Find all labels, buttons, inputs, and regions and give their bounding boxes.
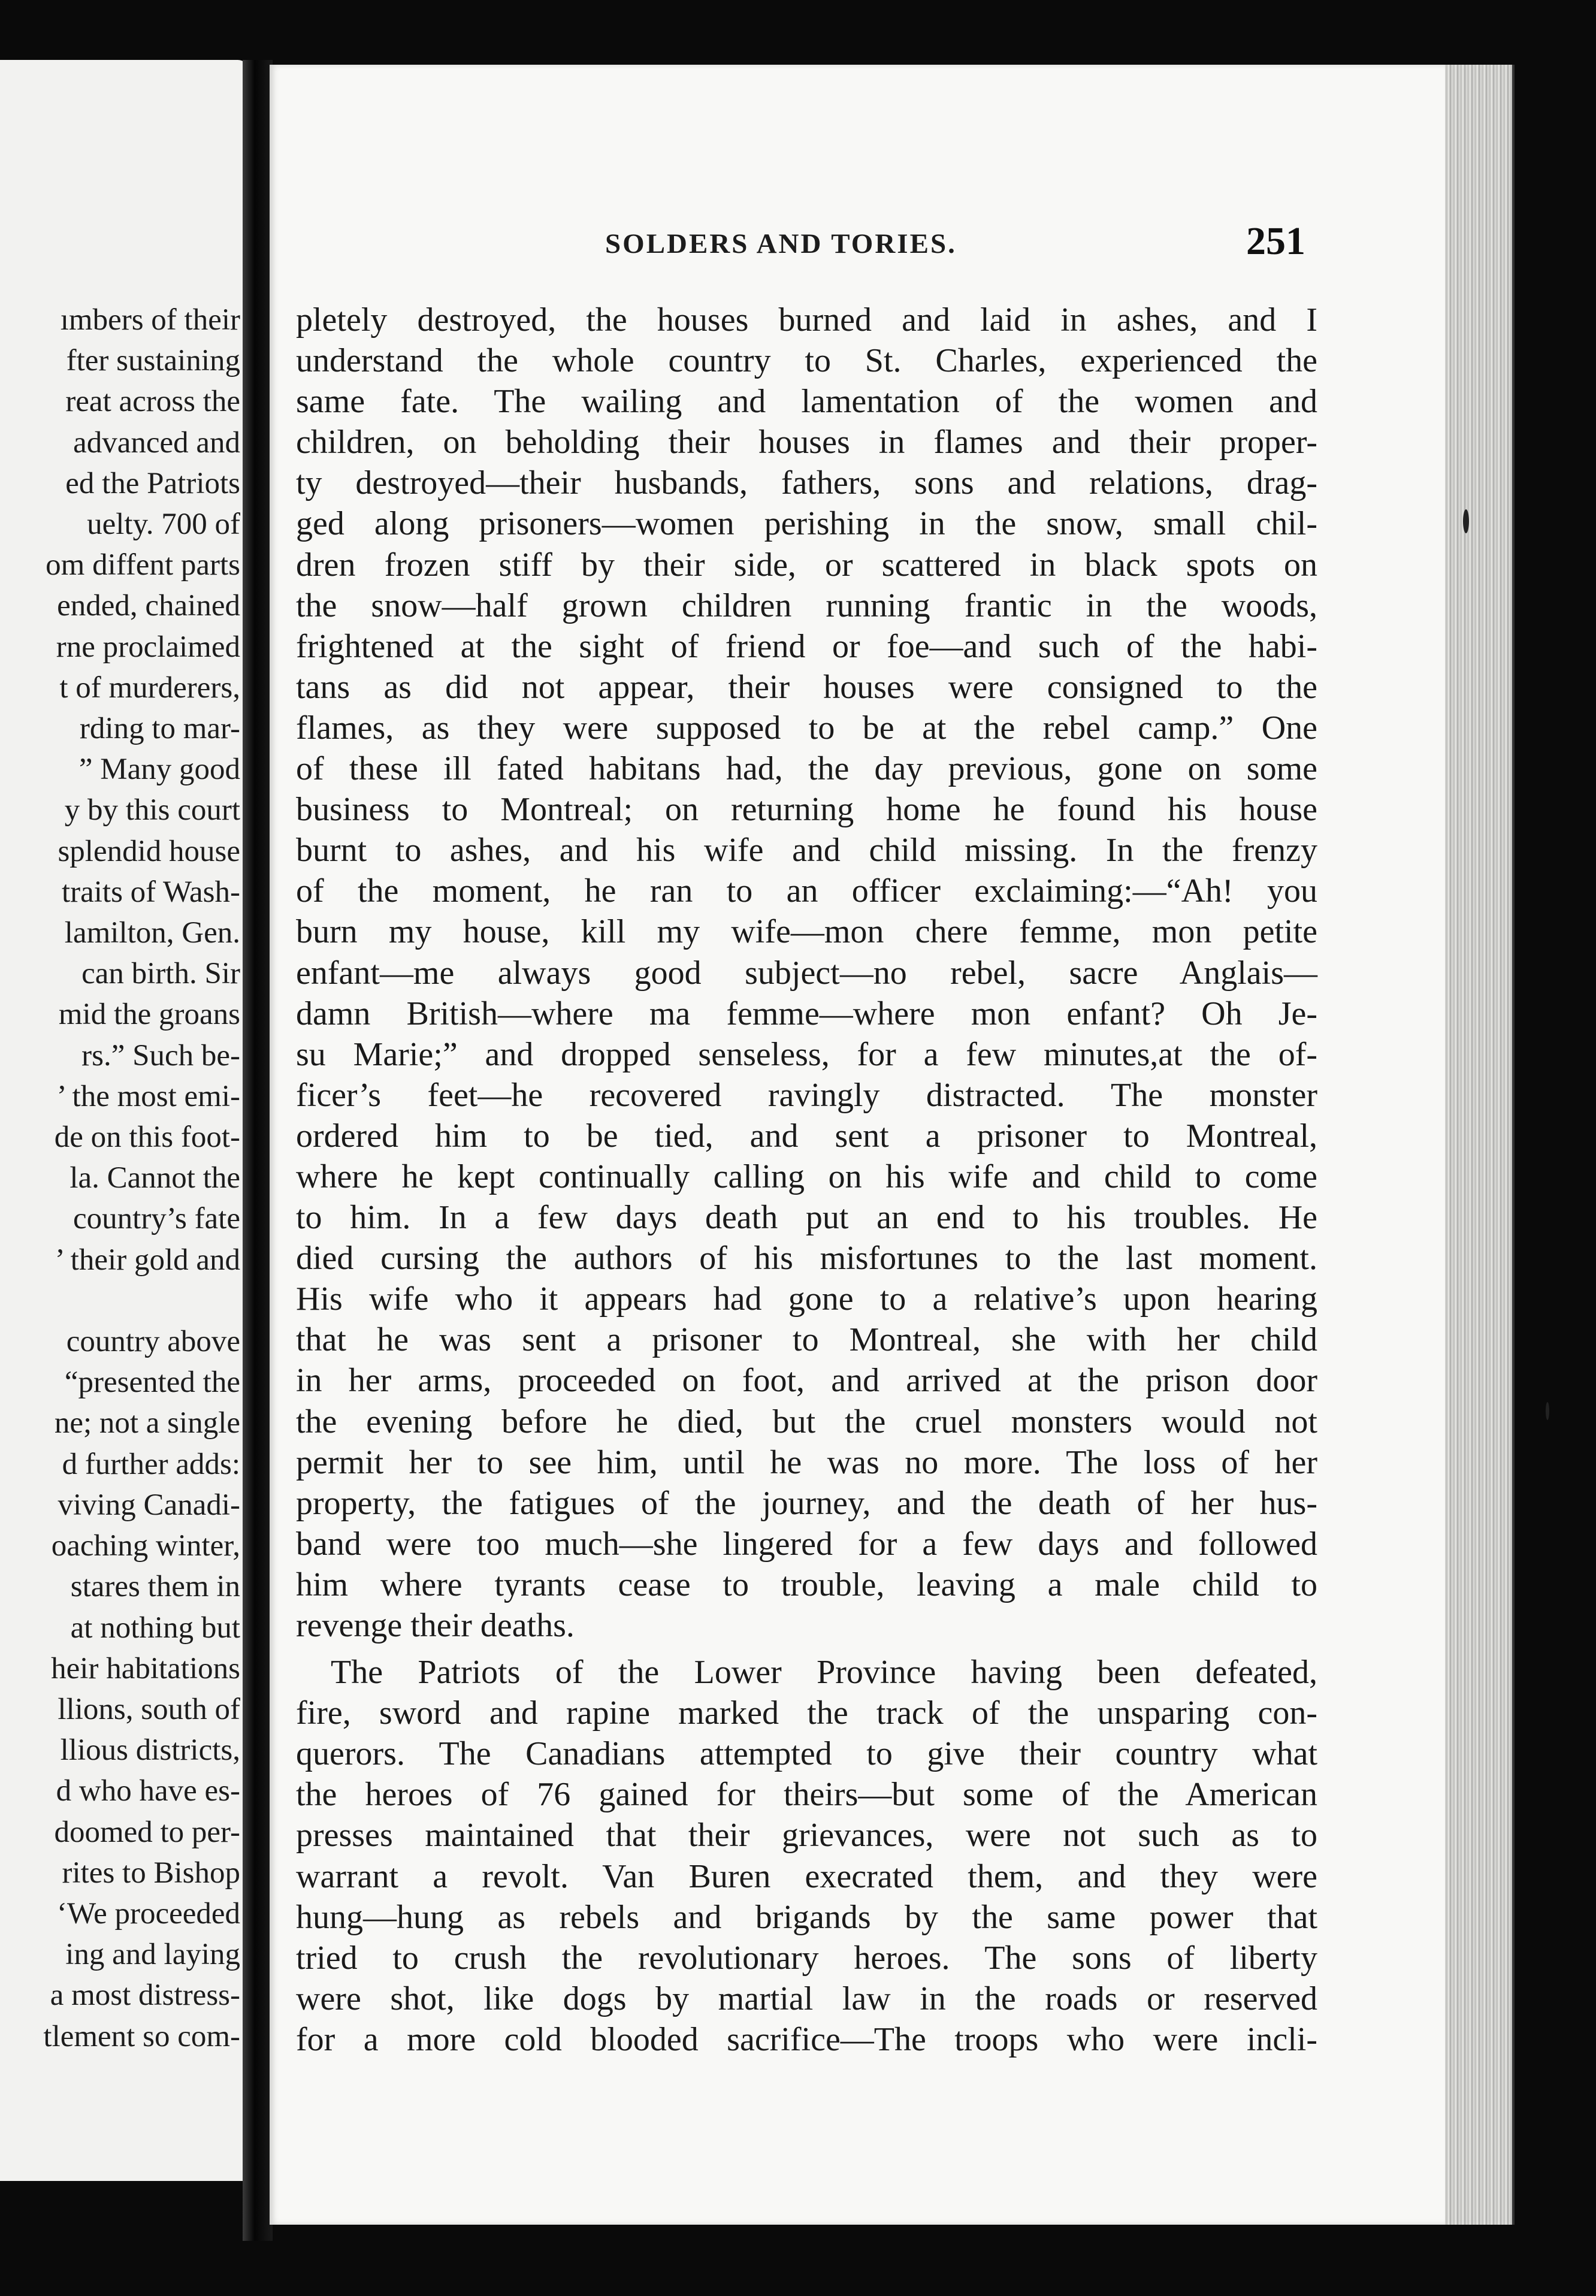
left-page-line: ‘We proceeded [57,1896,240,1931]
text-line: revenge their deaths. [296,1607,575,1644]
left-page-line: uelty. 700 of [87,507,240,542]
left-page-line: heir habitations [51,1651,240,1685]
left-page-line: la. Cannot the [69,1161,240,1195]
text-line: were shot, like dogs by martial law in the roads or reserved [296,1980,1317,2017]
left-page [0,60,249,2181]
left-page-line: rding to mar- [79,712,240,746]
text-line: frightened at the sight of friend or foe—and such of the habi- [296,627,1317,665]
left-page-line: llious districts, [60,1733,240,1768]
left-page-line: at nothing but [70,1611,240,1645]
text-line: same fate. The wailing and lamentation of the women and [296,383,1317,421]
left-page-line: lamilton, Gen. [64,916,240,950]
left-page-line: de on this foot- [54,1120,240,1155]
left-page-line: doomed to per- [54,1815,240,1849]
left-page-line: fter sustaining [66,344,240,378]
text-line: tried to crush the revolutionary heroes. The sons of liberty [296,1939,1317,1977]
left-page-line: ended, chained [57,589,240,623]
text-line: su Marie;” and dropped senseless, for a few minutes,at the of- [296,1035,1317,1073]
text-line: pletely destroyed, the houses burned and laid in ashes, and I [296,301,1317,339]
text-line: for a more cold blooded sacrifice—The troops who were incli- [296,2020,1317,2058]
left-page-line: country above [66,1325,240,1359]
left-page-line: mid the groans [58,998,240,1032]
left-page-line: rs.” Such be- [81,1038,240,1073]
text-line: the heroes of 76 gained for theirs—but some of the American [296,1776,1317,1814]
scan-speck [1546,1402,1549,1420]
left-page-line: tlement so com- [43,2019,240,2053]
text-line: ged along prisoners—women perishing in the snow, small chil- [296,505,1317,543]
left-page-line: country’s fate [73,1202,240,1236]
left-page-line: stares them in [70,1570,240,1604]
left-page-line: traits of Wash- [61,875,240,909]
body-text [296,300,1317,2060]
left-page-line: y by this court [64,793,240,827]
text-line: died cursing the authors of his misfortunes to the last moment. [296,1240,1317,1277]
left-page-line: viving Canadi- [58,1488,240,1522]
text-line: fire, sword and rapine marked the track of the unsparing con- [296,1694,1317,1732]
left-page-line [0,1280,240,1321]
left-page-line: ’ the most emi- [56,1079,240,1113]
left-page-line: ” Many good [78,753,240,787]
text-line: property, the fatigues of the journey, and the death of her hus- [296,1484,1317,1522]
text-line: damn British—where ma femme—where mon enfant? Oh Je- [296,995,1317,1032]
left-page-text [0,300,240,2057]
text-line: of these ill fated habitans had, the day previous, gone on some [296,750,1317,788]
page-number: 251 [1246,219,1305,263]
left-page-line: rites to Bishop [62,1856,240,1890]
text-line: the snow—half grown children running frantic in the woods, [296,587,1317,624]
left-page-line: ed the Patriots [65,466,240,500]
text-line: children, on beholding their houses in flames and their proper- [296,424,1317,461]
text-line: burn my house, kill my wife—mon chere femme, mon petite [296,913,1317,951]
left-page-line: reat across the [65,385,240,419]
text-line: flames, as they were supposed to be at the rebel camp.” One [296,709,1317,747]
text-line: the evening before he died, but the cruel monsters would not [296,1403,1317,1440]
left-page-line: d further adds: [62,1447,240,1481]
left-page-line: “presented the [64,1365,240,1400]
left-page-line: llions, south of [58,1692,240,1726]
left-page-line: om diffent parts [46,548,240,582]
text-line: dren frozen stiff by their side, or scattered in black spots on [296,546,1317,584]
text-line: band were too much—she lingered for a few days and followed [296,1525,1317,1563]
text-line: ty destroyed—their husbands, fathers, sons and relations, drag- [296,464,1317,502]
text-line: to him. In a few days death put an end to his troubles. He [296,1199,1317,1237]
text-line: understand the whole country to St. Charles, experienced the [296,342,1317,380]
text-line: burnt to ashes, and his wife and child missing. In the frenzy [296,832,1317,869]
text-line: hung—hung as rebels and brigands by the same power that [296,1898,1317,1936]
text-line: enfant—me always good subject—no rebel, sacre Anglais— [296,954,1317,992]
page-edges [1445,65,1515,2225]
left-page-line: ımbers of their [60,303,240,337]
left-page-line: ’ their gold and [55,1243,240,1277]
text-line: of the moment, he ran to an officer exclaiming:—“Ah! you [296,872,1317,910]
text-line: permit her to see him, until he was no more. The loss of her [296,1443,1317,1481]
left-page-line: a most distress- [50,1978,240,2013]
text-line: The Patriots of the Lower Province having been defeated, [331,1654,1317,1691]
left-page-line: d who have es- [56,1774,240,1808]
left-page-line: oaching winter, [51,1529,240,1563]
left-page-line: rne proclaimed [56,630,240,664]
text-line: ordered him to be tied, and sent a prisoner to Montreal, [296,1117,1317,1155]
text-line: ficer’s feet—he recovered ravingly distracted. The monster [296,1076,1317,1114]
left-page-line: ne; not a single [54,1406,240,1440]
text-line: in her arms, proceeded on foot, and arrived at the prison door [296,1362,1317,1400]
left-page-line: can birth. Sir [81,957,240,991]
scan-speck [1463,509,1469,533]
left-page-line: splendid house [58,834,240,868]
left-page-line: advanced and [73,425,240,460]
text-line: that he was sent a prisoner to Montreal, she with her child [296,1321,1317,1359]
text-line: him where tyrants cease to trouble, leaving a male child to [296,1566,1317,1603]
text-line: His wife who it appears had gone to a relative’s upon hearing [296,1280,1317,1318]
left-page-line: ing and laying [65,1938,240,1972]
running-header: SOLDERS AND TORIES. [605,228,957,259]
text-line: tans as did not appear, their houses were consigned to the [296,668,1317,706]
text-line: where he kept continually calling on his wife and child to come [296,1158,1317,1195]
text-line: querors. The Canadians attempted to give their country what [296,1735,1317,1773]
book-gutter [243,60,273,2241]
text-line: business to Montreal; on returning home he found his house [296,791,1317,829]
text-line: presses maintained that their grievances, were not such as to [296,1817,1317,1854]
text-line: warrant a revolt. Van Buren execrated them, and they were [296,1857,1317,1895]
left-page-line: t of murderers, [59,670,240,705]
